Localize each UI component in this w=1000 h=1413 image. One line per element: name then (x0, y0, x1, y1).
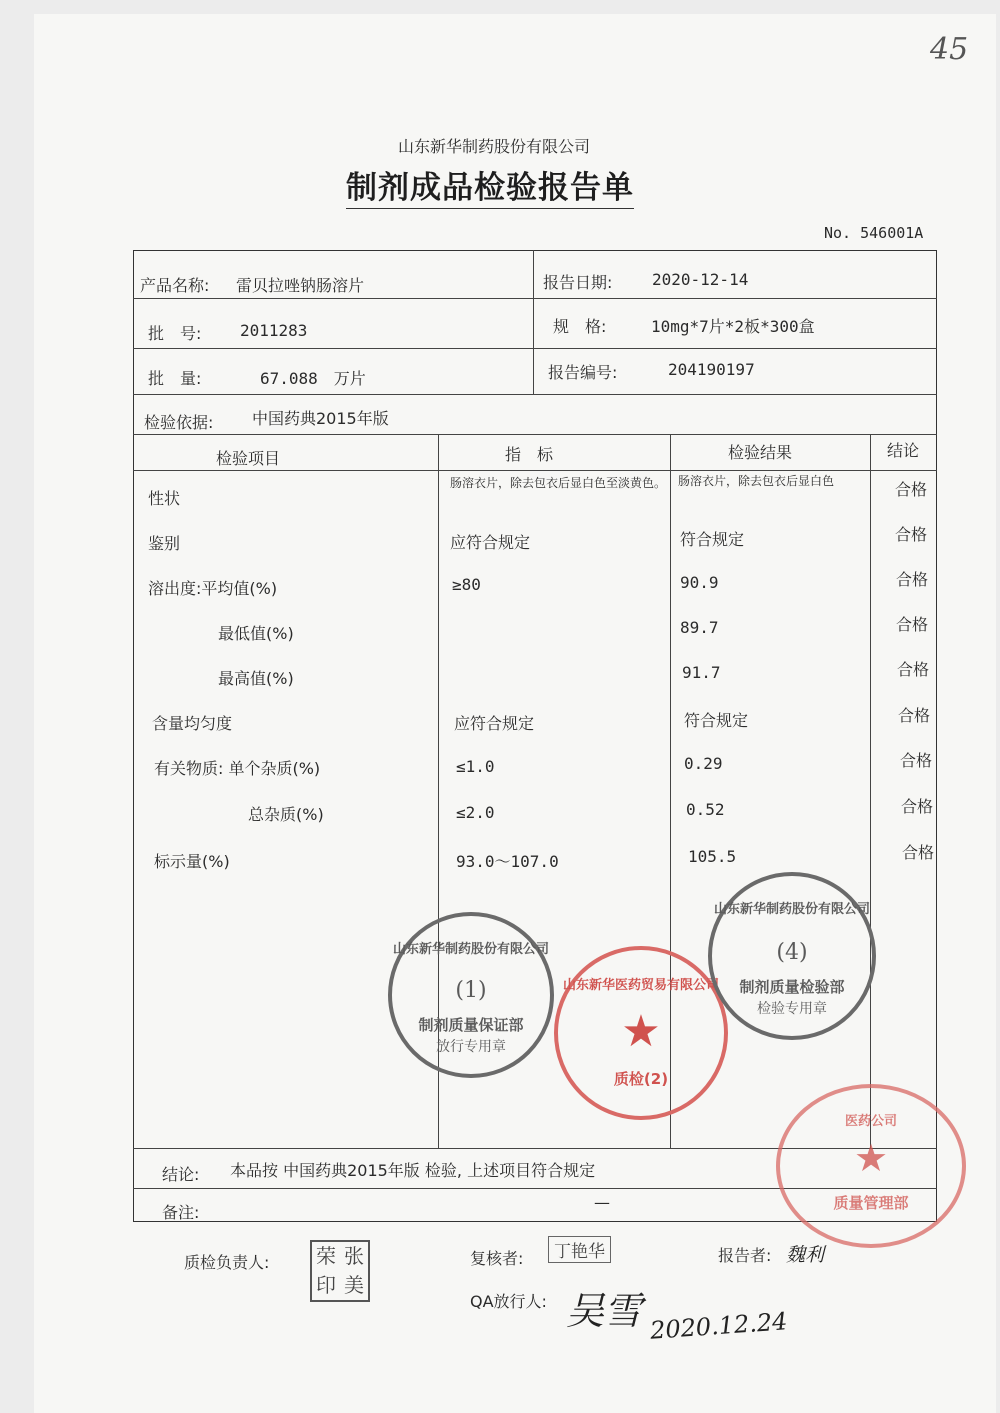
stamp-line-2: 检验专用章 (757, 1001, 827, 1017)
table-row-standard: 肠溶衣片，除去包衣后显白色至淡黄色。 (450, 476, 667, 490)
stamp-number: (1) (455, 978, 487, 1003)
stamp-company-text: 山东新华制药股份有限公司 (713, 902, 870, 917)
divider (133, 394, 937, 395)
table-row-item: 鉴别 (148, 534, 181, 553)
qc-inspection-stamp (708, 872, 876, 1040)
table-row-result: 0.29 (684, 754, 723, 773)
stamp-line-2: 放行专用章 (436, 1039, 506, 1055)
table-row-item: 含量均匀度 (152, 714, 233, 733)
table-row-result: 89.7 (680, 618, 719, 637)
trade-qc-stamp (554, 946, 728, 1120)
seal-char: 美 (344, 1273, 364, 1297)
divider (870, 434, 871, 1148)
table-row-conclusion: 合格 (901, 797, 934, 816)
table-row-result: 105.5 (688, 847, 737, 866)
batch-number-value: 2011283 (240, 321, 308, 340)
table-row-result: 0.52 (686, 800, 725, 819)
column-header-result: 检验结果 (728, 443, 793, 462)
seal-char: 张 (344, 1244, 364, 1268)
table-row-standard: 应符合规定 (450, 533, 531, 552)
table-row-result: 符合规定 (680, 530, 745, 549)
company-name: 山东新华制药股份有限公司 (398, 137, 591, 156)
divider (133, 434, 937, 435)
table-row-item: 总杂质(%) (248, 805, 324, 824)
conclusion-text: 本品按 中国药典2015年版 检验, 上述项目符合规定 (230, 1161, 596, 1180)
divider (533, 250, 534, 394)
table-row-item: 性状 (148, 489, 181, 508)
table-row-conclusion: 合格 (897, 660, 930, 679)
report-number-label: 报告编号: (548, 363, 618, 382)
column-header-item: 检验项目 (216, 449, 281, 468)
stamp-company-text: 医药公司 (844, 1114, 897, 1129)
remarks-value: — (594, 1193, 610, 1212)
qa-release-stamp (388, 912, 554, 1078)
qa-date: 2020.12.24 (649, 1307, 789, 1345)
table-row-conclusion: 合格 (895, 480, 928, 499)
qc-head-seal (310, 1240, 370, 1302)
table-row-result: 肠溶衣片，除去包衣后显白色 (678, 474, 835, 488)
pharma-company-stamp (776, 1084, 966, 1248)
reporter-label: 报告者: (718, 1246, 772, 1265)
report-title: 制剂成品检验报告单 (346, 162, 634, 209)
document-number: No. 546001A (824, 224, 924, 242)
table-row-conclusion: 合格 (898, 706, 931, 725)
divider (133, 470, 937, 471)
table-row-standard: 应符合规定 (454, 714, 535, 733)
reporter-signature: 魏利 (786, 1244, 825, 1266)
qa-release-label: QA放行人: (470, 1292, 547, 1311)
table-row-standard: 93.0～107.0 (456, 852, 559, 871)
table-row-item: 溶出度:平均值(%) (148, 579, 278, 598)
divider (133, 348, 937, 349)
conclusion-label: 结论: (162, 1165, 200, 1184)
table-row-conclusion: 合格 (895, 525, 928, 544)
table-row-conclusion: 合格 (896, 615, 929, 634)
seal-char: 印 (316, 1273, 336, 1297)
batch-quantity-value: 67.088 万片 (260, 369, 366, 388)
batch-quantity-label: 批 量: (148, 369, 202, 388)
inspection-basis-value: 中国药典2015年版 (252, 409, 389, 428)
stamp-line-1: 制剂质量检验部 (739, 978, 845, 996)
table-row-result: 90.9 (680, 573, 719, 592)
divider (133, 298, 937, 299)
remarks-label: 备注: (162, 1203, 200, 1222)
star-icon: ★ (853, 1136, 889, 1180)
table-row-standard: ≤1.0 (456, 757, 495, 776)
product-name-label: 产品名称: (140, 276, 210, 295)
reviewer-seal: 丁艳华 (548, 1236, 611, 1263)
table-row-result: 符合规定 (684, 711, 749, 730)
column-header-conclusion: 结论 (887, 441, 920, 460)
stamp-line-1: 质检(2) (613, 1070, 669, 1088)
stamp-company-text: 山东新华制药股份有限公司 (392, 942, 549, 957)
table-row-conclusion: 合格 (902, 843, 935, 862)
table-row-item: 最低值(%) (218, 624, 294, 643)
corner-page-mark: 45 (930, 32, 969, 67)
specification-value: 10mg*7片*2板*300盒 (651, 317, 815, 336)
table-row-item: 标示量(%) (154, 852, 230, 871)
table-row-conclusion: 合格 (900, 751, 933, 770)
qa-signature: 吴雪 (566, 1289, 643, 1333)
report-date-value: 2020-12-14 (652, 270, 749, 289)
table-row-standard: ≤2.0 (456, 803, 495, 822)
star-icon: ★ (621, 1006, 661, 1057)
inspection-basis-label: 检验依据: (144, 413, 214, 432)
report-date-label: 报告日期: (543, 273, 613, 292)
product-name-value: 雷贝拉唑钠肠溶片 (236, 276, 365, 295)
stamp-company-text: 山东新华医药贸易有限公司 (562, 978, 719, 993)
seal-char: 荣 (316, 1244, 336, 1268)
report-number-value: 204190197 (668, 360, 755, 379)
report-table-frame (133, 250, 937, 1222)
stamp-number: (4) (776, 940, 808, 965)
table-row-result: 91.7 (682, 663, 721, 682)
table-row-standard: ≥80 (452, 575, 481, 594)
specification-label: 规 格: (553, 317, 607, 336)
reviewer-label: 复核者: (470, 1249, 524, 1268)
table-row-item: 有关物质: 单个杂质(%) (154, 759, 321, 778)
batch-number-label: 批 号: (148, 324, 202, 343)
stamp-line-1: 质量管理部 (833, 1194, 909, 1212)
table-row-item: 最高值(%) (218, 669, 294, 688)
table-row-conclusion: 合格 (896, 570, 929, 589)
qc-head-label: 质检负责人: (184, 1253, 270, 1272)
column-header-standard: 指 标 (505, 445, 554, 464)
stamp-line-1: 制剂质量保证部 (418, 1016, 524, 1034)
